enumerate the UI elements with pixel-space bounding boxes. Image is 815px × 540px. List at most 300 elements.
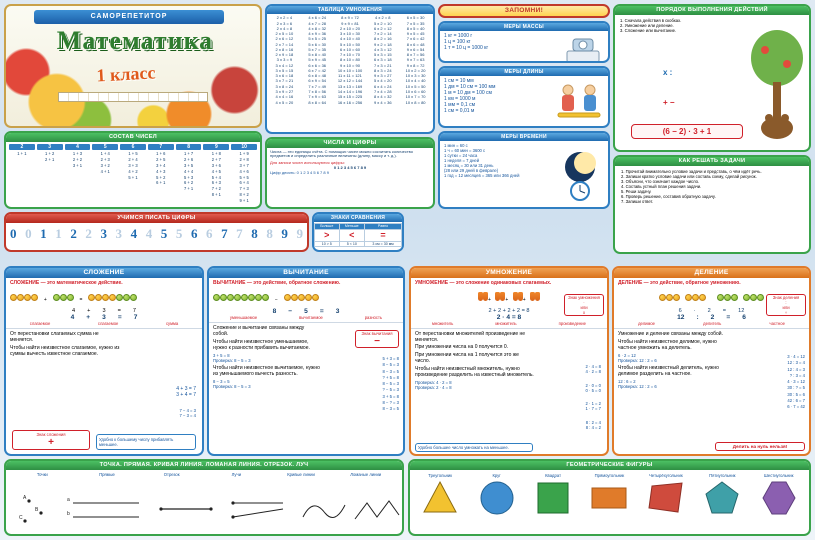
write-digit-ghost: 2 xyxy=(85,225,92,241)
delenie-example: Проверка: 12 : 2 = 6 xyxy=(618,357,657,363)
sostav-cell: 3 + 6 xyxy=(211,162,221,168)
figura-shape-icon xyxy=(704,480,740,516)
umnozhenie-example: 8 : 2 = 4 xyxy=(585,420,601,425)
vychitanie-example: Проверка: 8 − 5 = 3 xyxy=(213,357,251,363)
tablica-cell: 2 х 9 = 18 xyxy=(275,52,294,58)
delenie-labels xyxy=(614,321,809,326)
slozhenie-rule-1-examples xyxy=(176,386,196,398)
sostav-cell: 7 + 2 xyxy=(211,186,221,192)
tablica-cell: 5 х 8 = 40 xyxy=(308,52,327,58)
tablica-cell: 7 х 7 = 49 xyxy=(308,83,327,89)
vychitanie-term: 5 xyxy=(304,307,308,315)
uchimsya-title: УЧИМСЯ ПИСАТЬ ЦИФРЫ xyxy=(6,214,307,223)
umnozhenie-tip: Удобно большее число умножать на меньшее. xyxy=(415,443,533,452)
sostav-cell: 1 + 7 xyxy=(183,150,194,156)
kak-reshat-item: 5. Реши задачу. xyxy=(621,188,652,194)
tablica-cell: 4 х 4 = 16 xyxy=(275,94,294,100)
figura-shape-icon xyxy=(479,480,515,516)
znaki-example: 10 > 5 xyxy=(315,241,340,246)
delenie-term: 2 xyxy=(710,313,715,321)
sostav-cell: 3 + 7 xyxy=(239,162,249,168)
figura-label: Шестиугольник xyxy=(764,472,794,478)
mery-massy-item: 1 т = 10 ц = 1000 кг xyxy=(444,45,489,52)
panel-uchimsya-pisat xyxy=(4,212,309,252)
sostav-cell: 6 + 4 xyxy=(239,180,249,186)
children-icon xyxy=(552,80,606,124)
mery-dliny-item: 1 мм = 0,1 см xyxy=(444,102,476,109)
delenie-sign: : xyxy=(785,300,787,305)
sostav-cell: 3 + 1 xyxy=(72,162,83,168)
sostav-header: 9 xyxy=(202,143,230,151)
kak-reshat-item: 6. Проверь решение, составив обратную задачу. xyxy=(621,193,716,199)
write-digit-ghost: 1 xyxy=(55,225,62,241)
tablica-cell: 10 х 2 = 20 xyxy=(405,67,426,73)
sostav-cell: 6 + 2 xyxy=(183,180,194,186)
sostav-cell: 2 + 1 xyxy=(45,156,55,162)
tablica-cell: 7 х 10 = 70 xyxy=(340,52,360,58)
mery-dliny-item: 1 км = 1000 м xyxy=(444,96,476,103)
slozhenie-term: = xyxy=(117,307,121,314)
delenie-warning: Делить на нуль нельзя! xyxy=(715,442,805,451)
mery-dliny-item: 1 дм = 10 см = 100 мм xyxy=(444,84,496,91)
delenie-label: частное xyxy=(769,320,785,326)
scale-icon xyxy=(561,35,605,63)
slozhenie-term: = xyxy=(117,313,122,321)
write-digit: 1 xyxy=(40,225,47,241)
tablica-cell: 2 х 4 = 8 xyxy=(276,25,293,31)
vychitanie-term: − xyxy=(288,307,293,315)
tablica-cell: 10 х 7 = 70 xyxy=(405,94,426,100)
tablica-cell: 3 х 3 = 9 xyxy=(276,57,293,63)
tablica-cell: 2 х 2 = 4 xyxy=(276,15,293,21)
panel-liniya xyxy=(4,459,404,536)
vychitanie-example: Проверка: 8 − 5 = 3 xyxy=(213,383,251,389)
sostav-cell: 2 + 2 xyxy=(72,156,83,162)
sostav-cell: 7 + 3 xyxy=(239,186,249,192)
write-digit: 4 xyxy=(130,225,138,241)
sostav-cell: 3 + 4 xyxy=(156,162,166,168)
plus-icon: + xyxy=(48,437,54,448)
panel-vychitanie xyxy=(207,266,405,456)
sostav-header: 10 xyxy=(230,143,258,151)
vychitanie-rule-1: Чтобы найти неизвестное уменьшаемое, нужно к разности прибавить вычитаемое. xyxy=(213,338,310,351)
poryadok-signs-1: х : xyxy=(663,68,673,77)
tablica-cell: 15 х 15 = 225 xyxy=(337,94,363,100)
figury-list xyxy=(410,470,809,519)
vychitanie-fruit-row: − xyxy=(209,286,403,308)
delenie-term: 6 xyxy=(742,313,746,321)
write-digit-ghost: 9 xyxy=(296,225,303,241)
chisla-tenth: Цифр десять: 0 1 2 3 4 5 6 7 8 9 xyxy=(270,170,329,176)
tablica-cell: 10 х 8 = 80 xyxy=(405,99,426,105)
sostav-cell: 2 + 6 xyxy=(183,156,194,162)
vychitanie-sign-box xyxy=(355,330,399,348)
tablica-cell: 5 х 7 = 35 xyxy=(308,46,327,52)
vychitanie-rule-2: Чтобы найти неизвестное вычитаемое, нужно из уменьшаемого вычесть разность. xyxy=(213,364,320,377)
tablica-cell: 7 х 3 = 21 xyxy=(373,62,392,68)
tablica-cell: 6 х 6 = 36 xyxy=(308,62,327,68)
sostav-columns xyxy=(6,151,260,204)
figura-label: Пятиугольник xyxy=(709,472,736,478)
tablica-cell: 7 х 9 = 63 xyxy=(308,94,327,100)
sostav-header: 5 xyxy=(91,143,119,151)
delenie-side-item: 30 : ? = 5 xyxy=(787,385,805,391)
delenie-example: Проверка: 12 : 2 = 6 xyxy=(618,383,657,389)
sostav-cell: 4 + 2 xyxy=(128,168,138,174)
sostav-cell: 2 + 5 xyxy=(156,156,166,162)
liniya-item-label: Отрезок xyxy=(163,471,180,477)
zapomni-title: ЗАПОМНИ! xyxy=(504,7,544,14)
tablica-cell: 4 х 8 = 32 xyxy=(308,25,327,31)
sostav-headers xyxy=(6,142,260,151)
liniya-item-label: Лучи xyxy=(231,471,242,477)
delenie-label: делимое xyxy=(638,320,656,326)
tablica-cell: 6 х 3 = 18 xyxy=(373,57,392,63)
svg-text:a: a xyxy=(67,497,70,503)
sostav-column xyxy=(8,151,36,204)
umnozhenie-sign: · xyxy=(583,300,585,305)
umnozhenie-check-item: Проверка: 2 · 4 = 8 xyxy=(415,384,452,390)
liniya-item-label: Кривые линии xyxy=(287,471,315,477)
tablica-cell: 9 х 10 = 90 xyxy=(340,62,360,68)
svg-text:A: A xyxy=(23,495,27,501)
mery-dliny-list xyxy=(440,76,540,116)
slozhenie-term: + xyxy=(87,307,91,314)
mery-vremeni-item: 1 месяц = 30 или 31 день xyxy=(444,163,494,169)
sostav-cell: 1 + 9 xyxy=(239,150,249,156)
delenie-side-item: 6 · 7 = 42 xyxy=(787,404,805,410)
vychitanie-lead: ВЫЧИТАНИЕ — это действие, обратное сложению. xyxy=(213,279,341,286)
umnozhenie-example: 8 : 4 = 2 xyxy=(585,425,601,430)
umnozhenie-rule-4-examples xyxy=(586,420,601,430)
umnozhenie-example: 0 · 5 = 0 xyxy=(585,388,601,393)
umnozhenie-check-item: Проверка: 4 · 2 = 8 xyxy=(415,379,452,385)
sostav-cell: 1 + 3 xyxy=(72,150,83,156)
slozhenie-fruit-row: + = xyxy=(6,286,202,308)
slozhenie-term: 3 xyxy=(102,307,106,314)
delenie-sign-label: Знак деления xyxy=(772,295,800,300)
vychitanie-sign-label: Знак вычитания xyxy=(361,331,393,336)
mery-vremeni-item: (28 или 29 дней в феврале) xyxy=(444,168,499,174)
tablica-column xyxy=(301,15,334,105)
sostav-column xyxy=(175,151,203,204)
umnozhenie-rule-2: При умножении числа на 0 получится 0. xyxy=(415,343,509,350)
delenie-term: 6 xyxy=(678,307,682,314)
sostav-header: 3 xyxy=(36,143,64,151)
figura-label: Прямоугольник xyxy=(594,472,625,478)
panel-tablica-umnozheniya xyxy=(265,4,435,134)
tablica-cell: 8 х 5 = 40 xyxy=(406,25,425,31)
delenie-example: 6 · 2 = 12 xyxy=(618,352,636,358)
vychitanie-labels xyxy=(209,315,403,320)
poryadok-list xyxy=(615,15,733,36)
write-digit-ghost: 6 xyxy=(206,225,213,241)
mery-massy-title: МЕРЫ МАССЫ xyxy=(440,23,608,31)
kak-reshat-item: 3. Объясни, что означает каждое число. xyxy=(621,178,700,184)
chisla-digits: 0 1 2 3 4 5 6 7 8 9 xyxy=(333,164,367,170)
sostav-cell: 5 + 2 xyxy=(156,174,166,180)
slozhenie-term: 4 xyxy=(70,313,75,321)
tablica-cell: 2 х 6 = 12 xyxy=(275,36,294,42)
umnozhenie-label: множитель xyxy=(495,320,517,326)
sostav-header: 7 xyxy=(147,143,175,151)
tablica-cell: 3 х 10 = 30 xyxy=(340,31,360,37)
umnozhenie-label: множитель xyxy=(432,320,454,326)
sostav-column xyxy=(64,151,92,204)
delenie-title: ДЕЛЕНИЕ xyxy=(614,268,809,278)
poster-ribbon: САМОРЕПЕТИТОР xyxy=(34,10,224,24)
slozhenie-term: 7 xyxy=(133,313,138,321)
tablica-cell: 11 х 11 = 121 xyxy=(338,73,362,79)
umnozhenie-labels xyxy=(411,321,607,326)
slozhenie-label: слагаемое xyxy=(97,320,119,326)
delenie-rule-2: Чтобы найти неизвестный делитель, нужно делимое разделить на частное. xyxy=(618,364,719,377)
sostav-column xyxy=(91,151,119,204)
delenie-side-item: 4 · 3 = 12 xyxy=(787,379,805,385)
vychitanie-equation xyxy=(209,308,403,315)
panel-kak-reshat-zadachi xyxy=(613,155,811,254)
slozhenie-equation xyxy=(6,314,202,321)
slozhenie-example: 3 + 4 = 7 xyxy=(176,392,196,398)
sostav-cell: 4 + 3 xyxy=(156,168,166,174)
tablica-cell: 4 х 2 = 8 xyxy=(375,15,391,21)
vychitanie-side-examples xyxy=(339,356,399,413)
tablica-cell: 8 х 9 = 72 xyxy=(341,15,359,21)
vychitanie-side-item: ? + 5 = 8 xyxy=(382,374,399,380)
znaki-header: Равно xyxy=(365,224,402,229)
tablica-cell: 5 х 4 = 20 xyxy=(373,78,392,84)
umnozhenie-example: 2 · 1 = 2 xyxy=(585,401,601,406)
znaki-example: 3 см = 30 мм xyxy=(365,241,402,246)
figura-shape-icon xyxy=(422,480,458,516)
tablica-cell: 12 х 12 = 144 xyxy=(337,78,363,84)
vychitanie-term: 3 xyxy=(335,307,340,315)
sostav-header: 2 xyxy=(8,143,36,151)
poster-grade: 1 класс xyxy=(96,62,156,86)
tablica-cell: 7 х 6 = 42 xyxy=(406,36,425,42)
sostav-cell: 5 + 4 xyxy=(211,174,221,180)
figura-cell xyxy=(412,473,468,516)
vychitanie-title: ВЫЧИТАНИЕ xyxy=(209,268,403,278)
sostav-cell: 1 + 1 xyxy=(17,150,27,156)
umnozhenie-title: УМНОЖЕНИЕ xyxy=(411,268,607,278)
kak-reshat-item: 1. Прочитай внимательно условие задачи и представь, о чём идёт речь. xyxy=(621,168,762,174)
figura-cell xyxy=(751,473,807,516)
slozhenie-term: 3 xyxy=(102,313,106,321)
slozhenie-title: СЛОЖЕНИЕ xyxy=(6,268,202,278)
kak-reshat-item: 2. Запиши кратко условие задачи или составь схему, сделай рисунок. xyxy=(621,173,757,179)
vychitanie-term: 8 xyxy=(272,307,277,315)
tablica-cell: 10 х 4 = 40 xyxy=(405,78,426,84)
slozhenie-rule-2: Чтобы найти неизвестное слагаемое, нужно из суммы вычесть известное слагаемое. xyxy=(10,344,120,357)
umnozhenie-rule-3-examples xyxy=(586,401,601,411)
write-digit-ghost: 8 xyxy=(266,225,273,241)
figura-cell xyxy=(638,473,694,516)
mery-vremeni-item: 1 год = 12 месяцев = 365 или 366 дней xyxy=(444,173,520,179)
slozhenie-tip: Удобно к большему числу прибавлять меньшее. xyxy=(96,434,196,450)
slozhenie-rule-1: От перестановки слагаемых сумма не меняется. xyxy=(10,330,99,343)
tablica-column xyxy=(268,15,301,105)
panel-delenie xyxy=(612,266,811,456)
figura-cell xyxy=(581,473,637,516)
liniya-item-label: Прямые xyxy=(99,471,115,477)
vychitanie-side-item: 8 − 3 = 5 xyxy=(382,368,399,374)
tablica-cell: 16 х 16 = 256 xyxy=(337,99,363,105)
mery-vremeni-item: 1 неделя = 7 дней xyxy=(444,158,480,164)
umnozhenie-check xyxy=(411,379,607,391)
sostav-cell: 4 + 1 xyxy=(100,168,110,174)
umnozhenie-sign-label: Знак умножения xyxy=(568,295,600,300)
tablica-cell: 5 х 10 = 50 xyxy=(340,41,360,47)
figura-label: Треугольник xyxy=(428,472,453,478)
poryadok-signs-2: + − xyxy=(663,98,675,107)
sostav-cell: 7 + 1 xyxy=(183,186,194,192)
tablica-cell: 14 х 14 = 196 xyxy=(337,88,363,94)
sostav-header: 4 xyxy=(64,143,92,151)
tablica-title: ТАБЛИЦА УМНОЖЕНИЯ xyxy=(267,6,433,14)
clock-moon-icon xyxy=(554,147,606,203)
sostav-column xyxy=(36,151,64,204)
sostav-header: 6 xyxy=(119,143,147,151)
delenie-lead: ДЕЛЕНИЕ — это действие, обратное умножению. xyxy=(618,279,741,286)
umnozhenie-sum: 2 + 2 + 2 + 2 = 8 xyxy=(488,307,530,314)
sostav-cell: 4 + 6 xyxy=(239,168,249,174)
umnozhenie-sign: или xyxy=(580,305,588,310)
poster-subject: Математика xyxy=(56,26,214,55)
mery-vremeni-item: 1 сутки = 24 часа xyxy=(444,153,478,159)
vychitanie-side-item: 5 + 3 = 8 xyxy=(382,356,399,361)
sostav-cell: 2 + 4 xyxy=(128,156,138,162)
write-digit: 2 xyxy=(70,225,77,241)
sostav-cell: 1 + 6 xyxy=(156,150,166,156)
tablica-cell: 4 х 7 = 28 xyxy=(308,20,327,26)
umnozhenie-example: 1 · 7 = 7 xyxy=(585,406,601,411)
poryadok-title: ПОРЯДОК ВЫПОЛНЕНИЯ ДЕЙСТВИЙ xyxy=(615,6,809,15)
sostav-cell: 1 + 2 xyxy=(45,150,55,156)
znaki-table xyxy=(314,223,402,247)
panel-umnozhenie xyxy=(409,266,609,456)
umnozhenie-rule-3: При умножении числа на 1 получится это же число. xyxy=(415,351,519,364)
tablica-cell: 9 х 6 = 54 xyxy=(406,46,425,52)
umnozhenie-rule-2-examples xyxy=(586,383,601,393)
slozhenie-label: сумма xyxy=(165,320,179,326)
umnozhenie-sign-box xyxy=(564,294,604,316)
slozhenie-term: + xyxy=(86,313,91,321)
delenie-side-item: 3 · 4 = 12 xyxy=(787,354,805,359)
poster-title-block xyxy=(4,4,262,128)
znaki-header: Больше xyxy=(315,224,340,229)
sostav-cell: 5 + 3 xyxy=(183,174,194,180)
umnozhenie-label: произведение xyxy=(558,320,586,326)
umnozhenie-rule-4: Чтобы найти неизвестный множитель, нужно произведение разделить на известный множитель. xyxy=(415,365,534,378)
multiply-icon xyxy=(565,300,603,315)
poryadok-example: (6 − 2) · 3 + 1 xyxy=(631,124,743,139)
sostav-cell: 9 + 1 xyxy=(239,198,249,204)
tablica-cell: 4 х 5 = 20 xyxy=(275,99,294,105)
figura-cell xyxy=(694,473,750,516)
delenie-side-examples xyxy=(743,354,805,411)
sostav-header: 8 xyxy=(175,143,203,151)
tablica-cell: 9 х 7 = 63 xyxy=(406,57,425,63)
mery-massy-item: 1 ц = 100 кг xyxy=(444,39,471,46)
sostav-column xyxy=(147,151,175,204)
tablica-cell: 10 х 6 = 60 xyxy=(405,88,426,94)
tablica-cell: 9 х 3 = 27 xyxy=(373,73,392,79)
delenie-term: · xyxy=(693,307,696,314)
figura-label: Круг xyxy=(492,472,501,478)
sostav-cell: 1 + 5 xyxy=(128,150,138,156)
vychitanie-side-item: 8 − ? = 3 xyxy=(382,400,399,406)
write-digit-ghost: 5 xyxy=(175,225,183,241)
sostav-cell: 8 + 1 xyxy=(211,192,221,198)
sostav-cell: 2 + 7 xyxy=(211,156,221,162)
tablica-cell: 7 х 2 = 14 xyxy=(373,31,392,37)
delenie-term: = xyxy=(726,313,731,321)
sostav-cell: 4 + 5 xyxy=(211,168,221,174)
znaki-sign: < xyxy=(339,229,365,241)
sostav-column xyxy=(230,151,258,204)
sostav-cell: 2 + 8 xyxy=(239,156,249,162)
write-digit: 0 xyxy=(10,225,17,241)
umnozhenie-example: 2 · 0 = 0 xyxy=(585,383,601,388)
poryadok-item: 2. Умножение или деление. xyxy=(620,22,674,28)
panel-mery-massy xyxy=(438,21,610,63)
sostav-cell: 8 + 2 xyxy=(239,192,249,198)
tablica-cell: 10 х 10 = 100 xyxy=(337,67,363,73)
sostav-cell: 3 + 3 xyxy=(128,162,138,168)
znaki-example: 5 < 10 xyxy=(339,241,365,246)
vychitanie-side-item: 8 − 5 = 3 xyxy=(382,362,399,368)
tablica-column xyxy=(399,15,432,105)
tablica-cell: 3 х 9 = 27 xyxy=(275,88,294,94)
tree-bear-icon xyxy=(747,24,807,144)
delenie-side-item: 12 : 3 = 4 xyxy=(787,360,805,366)
slozhenie-labels xyxy=(6,321,202,326)
tablica-cell: 8 х 8 = 64 xyxy=(308,99,327,105)
sostav-cell: 4 + 4 xyxy=(183,168,194,174)
sostav-cell: 1 + 8 xyxy=(211,150,221,156)
slozhenie-example: 4 + 3 = 7 xyxy=(176,386,196,392)
tablica-column xyxy=(366,15,399,105)
tablica-cell: 5 х 9 = 45 xyxy=(308,57,327,63)
tablica-cell: 9 х 9 = 81 xyxy=(341,20,359,26)
delenie-side-item: ? : 3 = 4 xyxy=(789,372,805,378)
vychitanie-label: вычитаемое xyxy=(299,314,323,320)
write-digit-ghost: 7 xyxy=(236,225,243,241)
tablica-cell: 3 х 6 = 18 xyxy=(275,73,294,79)
kak-reshat-item: 7. Запиши ответ. xyxy=(621,198,654,204)
chisla-title: ЧИСЛА И ЦИФРЫ xyxy=(267,139,433,148)
umnozhenie-example: 4 · 2 = 8 xyxy=(585,369,601,374)
tablica-cell: 5 х 6 = 30 xyxy=(308,41,327,47)
panel-geometricheskie-figury xyxy=(408,459,811,536)
delenie-sign: ÷ xyxy=(784,310,788,315)
write-digit: 8 xyxy=(251,225,258,241)
liniya-figures xyxy=(11,495,401,531)
delenie-term: : xyxy=(696,313,699,321)
slozhenie-term: 7 xyxy=(132,307,136,314)
delenie-term: = xyxy=(722,307,727,314)
tablica-cell: 9 х 4 = 36 xyxy=(373,99,392,105)
panel-poryadok-deystviy xyxy=(613,4,811,152)
vychitanie-label: уменьшаемое xyxy=(229,314,258,320)
tablica-cell: 7 х 4 = 28 xyxy=(373,88,392,94)
mery-dliny-item: 1 см = 0,01 м xyxy=(444,108,475,115)
sostav-cell: 6 + 1 xyxy=(156,180,166,186)
mery-dliny-title: МЕРЫ ДЛИНЫ xyxy=(440,68,608,76)
kak-reshat-item: 4. Составь устный план решения задачи. xyxy=(621,183,702,189)
vychitanie-term: = xyxy=(319,307,324,315)
